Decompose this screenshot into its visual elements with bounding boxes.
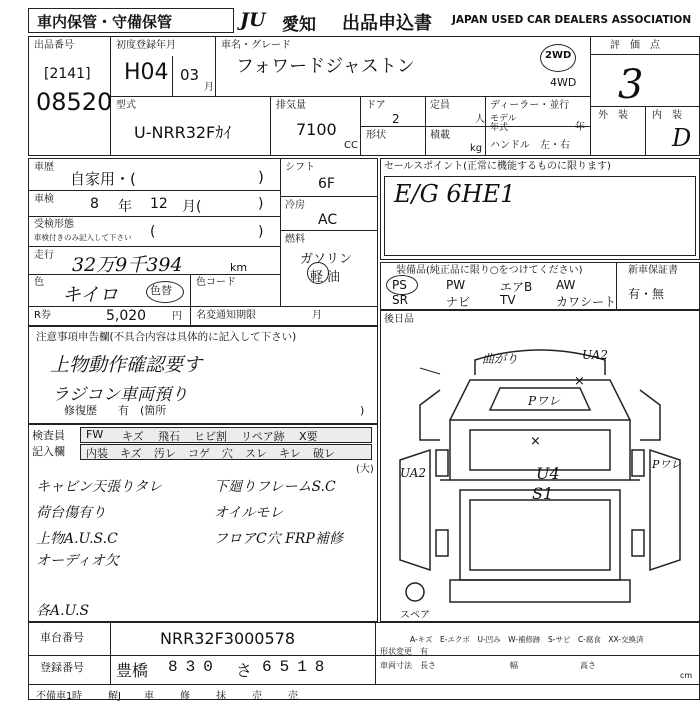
inspector-row2-item: キレ	[279, 447, 301, 460]
displacement-label: 排気量	[276, 100, 306, 111]
inspector-remark: オーディオ欠	[36, 553, 119, 569]
grade-label: 評 価 点	[610, 40, 660, 51]
footer-cell: 売	[288, 691, 298, 702]
diagram-label-crack-right: Pワレ	[652, 458, 682, 471]
inspector-remark: キャビン天張りタレ	[36, 479, 162, 495]
diagram-label-u4: U4	[536, 464, 560, 483]
association-name: JAPAN USED CAR DEALERS ASSOCIATION	[452, 14, 692, 26]
recycle-label: 受検形態	[34, 219, 74, 230]
new-warranty-value: 有・無	[628, 287, 665, 301]
first-registration-month: 03	[180, 66, 200, 84]
equipment-item: ナビ	[446, 295, 471, 309]
equipment-item: PS	[392, 278, 407, 292]
after-label: 後日品	[384, 314, 414, 325]
registration-kana: さ	[236, 661, 253, 680]
repair-suffix: (箇所	[140, 404, 167, 417]
footer-cell: 修	[180, 691, 190, 702]
diagram-label-ua2-top: UA2	[582, 348, 609, 362]
notes-line1: 上物動作確認要す	[50, 354, 203, 376]
inspector-row1-item: X要	[299, 430, 318, 443]
repair-close: )	[360, 404, 365, 417]
lot-number: 08520	[36, 88, 113, 116]
logo-mark: JU	[240, 9, 266, 31]
notes-label: 注意事項申告欄(不具合内容は具体的に記入して下さい)	[36, 331, 297, 343]
lot-sub-number: [2141]	[44, 66, 91, 82]
history-close: )	[258, 168, 264, 186]
fuel-value-diesel: 軽油	[310, 270, 345, 285]
registration-region: 豊橋	[116, 661, 149, 680]
footer-cell: 車	[144, 691, 154, 702]
width-label: 幅	[510, 661, 518, 670]
inspector-row1-item: キズ	[122, 430, 144, 443]
inspector-row2-item: 破レ	[313, 447, 335, 460]
notes-line2: ラジコン車両預り	[52, 385, 188, 405]
shift-label: シフト	[285, 162, 315, 173]
inspector-remark: 各A.U.S	[36, 603, 90, 619]
dimension-unit: cm	[680, 671, 693, 680]
inspector-remark: 荷台傷有り	[36, 505, 106, 521]
displacement-value: 7100	[296, 120, 337, 139]
inspection-year: 8	[90, 196, 99, 212]
footer-cell: 時	[72, 691, 82, 702]
year-unit: 年	[575, 122, 585, 133]
dealer-label: ディーラー・並行	[490, 100, 570, 111]
inspector-row2-item: キズ	[120, 447, 142, 460]
transfer-month-unit: 月	[312, 310, 322, 321]
mileage-value: 32万9千394	[72, 254, 183, 276]
inspector-row2-item: コゲ	[188, 447, 210, 460]
chassis-label: 車台番号	[40, 631, 84, 644]
registration-label: 登録番号	[40, 661, 84, 674]
equipment-item: カワシート	[556, 295, 617, 309]
new-warranty-label: 新車保証書	[628, 265, 678, 276]
recycle-fee-value: 5,020	[106, 308, 147, 324]
registration-class: 830	[168, 658, 221, 676]
shape-label: 形状	[366, 130, 386, 141]
inspector-remark: オイルモレ	[214, 505, 284, 521]
shift-value: 6F	[318, 176, 335, 192]
color-label: 色	[34, 277, 44, 288]
inspector-label2: 記入欄	[32, 445, 65, 458]
drive-option-4wd: 4WD	[550, 76, 577, 89]
height-label: 高さ	[580, 661, 596, 670]
inspector-row1-item: FW	[86, 428, 104, 441]
inspector-row1-item: ヒビ割	[194, 430, 227, 443]
door-value: 2	[392, 112, 400, 126]
equipment-item: エアB	[500, 280, 533, 294]
inspector-row2-item: スレ	[245, 447, 267, 460]
transfer-label: 名変通知期限	[196, 310, 256, 321]
history-value: 自家用・(	[70, 170, 136, 188]
inspection-year-unit: 年	[118, 199, 132, 215]
equipment-item: AW	[556, 278, 576, 292]
equipment-item: PW	[446, 278, 466, 292]
recycle-paren-open: (	[150, 224, 156, 240]
equipment-selected-circle	[386, 275, 418, 295]
inspector-row2-item: 内装	[86, 447, 108, 460]
chassis-value: NRR32F3000578	[160, 629, 296, 648]
diagram-label-bend: 曲がり	[482, 352, 519, 366]
first-registration-month-unit: 月	[204, 82, 214, 93]
load-unit: kg	[470, 143, 483, 154]
recycle-fee-label: R券	[34, 310, 51, 321]
sales-point-value: E/G 6HE1	[394, 180, 516, 208]
inspection-month-unit: 月(	[182, 199, 202, 215]
displacement-unit: CC	[344, 140, 358, 151]
inspection-label: 車検	[34, 194, 54, 205]
remark-mark: (大)	[356, 464, 374, 475]
recycle-paren-close: )	[258, 224, 264, 240]
capacity-unit: 人	[475, 114, 485, 125]
inspection-month: 12	[150, 196, 168, 212]
load-label: 積載	[430, 130, 450, 141]
repair-value: 有	[118, 404, 129, 417]
grade-interior-label: 内 装	[652, 110, 682, 121]
logo-region: 愛知	[282, 15, 316, 35]
equipment-item: SR	[392, 293, 408, 307]
diagram-label-spare: スペア	[400, 610, 430, 621]
model-name-label: 車名・グレード	[221, 40, 291, 51]
equipment-item: TV	[500, 293, 516, 307]
diagram-label-ua2-left: UA2	[400, 466, 427, 480]
capacity-label: 定員	[430, 100, 450, 111]
inspector-row2-item: 汚レ	[154, 447, 176, 460]
footer-cell: 解J	[108, 691, 121, 702]
grade-exterior-label: 外 装	[598, 110, 628, 121]
inspector-label1: 検査員	[32, 429, 65, 442]
car-dimension-label: 車両寸法 長さ	[380, 661, 436, 670]
inspector-row2-item: 穴	[222, 447, 233, 460]
handle-label: ハンドル 左・右	[490, 140, 570, 151]
storage-badge-text: 車内保管・守備保管	[37, 13, 173, 31]
diagram-x-mark-1: ×	[574, 374, 585, 389]
inspector-row1-item: 飛石	[158, 430, 180, 443]
shape-change-label: 形状変更 有	[380, 647, 428, 656]
diagram-x-mark-2: ×	[530, 434, 541, 449]
legend-text: A-キズ E-エクボ U-凹み W-補修跡 S-サビ C-腐食 XX-交換済	[410, 635, 644, 644]
repair-label: 修復歴	[64, 404, 97, 417]
type-value: U-NRR32Fｶｲ	[134, 123, 232, 142]
lot-label: 出品番号	[34, 40, 74, 51]
footer-cell: 不備車1	[36, 691, 73, 702]
registration-number: 6518	[262, 658, 333, 676]
inspector-remark: 上物A.U.S.C	[36, 531, 118, 547]
inspection-close: )	[258, 196, 264, 212]
model-year-label: モデル 年式	[490, 114, 517, 133]
footer-cell: 売	[252, 691, 262, 702]
first-registration-label: 初度登録年月	[116, 40, 176, 51]
inspector-row1-item: リペア跡	[241, 430, 285, 443]
grade-interior-value: D	[672, 124, 692, 152]
model-name-value: フォワードジャストン	[236, 56, 415, 77]
first-registration-era-year: H04	[124, 60, 169, 85]
inspector-remark: フロアC穴 FRP補修	[214, 531, 343, 547]
inspector-remark: 下廻りフレームS.C	[214, 479, 336, 495]
aircon-label: 冷房	[285, 200, 305, 211]
equipment-label: 装備品(純正品に限り○をつけてください)	[396, 265, 583, 276]
fuel-value-gasoline: ガソリン	[300, 252, 353, 267]
form-title: 出品申込書	[342, 13, 432, 34]
aircon-value: AC	[318, 212, 338, 228]
history-label: 車歴	[34, 162, 54, 173]
storage-badge	[28, 8, 234, 33]
drive-option-2wd: 2WD	[545, 50, 572, 61]
sales-point-label: セールスポイント(正常に機能するものに限ります)	[384, 161, 611, 172]
recycle-note: 車検付きのみ記入して下さい	[34, 233, 132, 242]
color-code-label: 色コード	[196, 277, 236, 288]
type-label: 型式	[116, 100, 136, 111]
color-value: キイロ	[62, 284, 119, 306]
recycle-fee-unit: 円	[172, 311, 182, 322]
diagram-label-s1: S1	[532, 484, 554, 503]
fuel-label: 燃料	[285, 234, 305, 245]
grade-overall: 3	[618, 62, 644, 108]
mileage-label: 走行	[34, 250, 54, 261]
diagram-label-crack-top: Pワレ	[528, 394, 561, 408]
door-label: ドア	[366, 100, 386, 111]
color-painted: 色替	[150, 284, 172, 297]
mileage-unit: km	[230, 261, 248, 274]
footer-cell: 抹	[216, 691, 226, 702]
